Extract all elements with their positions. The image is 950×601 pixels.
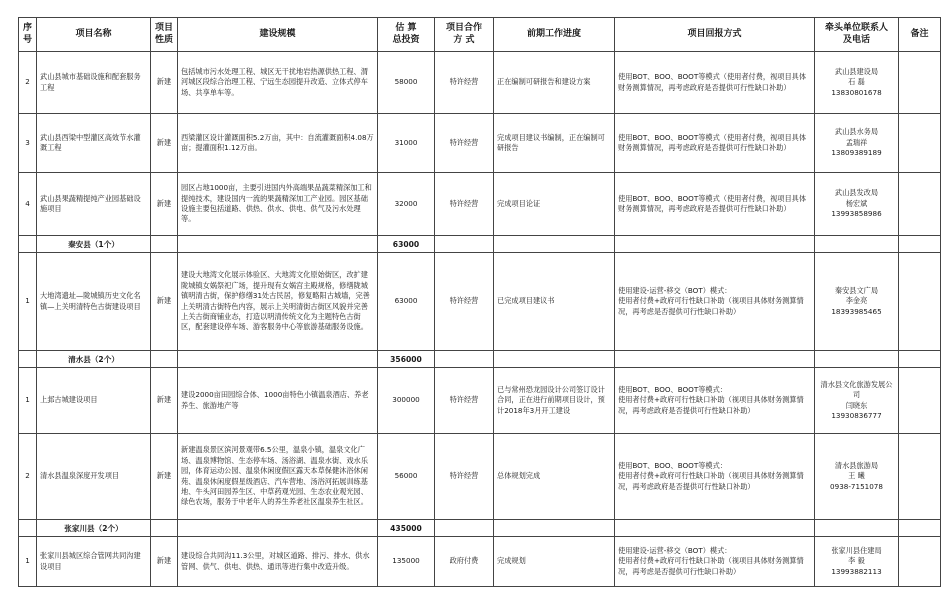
cell-mode: 政府付费 (435, 537, 494, 587)
cell-progress: 完成项目建议书编制，正在编制可研报告 (494, 114, 615, 173)
group-row-zhangjiachuan (19, 520, 941, 537)
cell-contact: 武山县建设局 石 磊 13830801678 (815, 52, 899, 114)
cell-invest: 32000 (378, 173, 435, 236)
cell-return: 使用BOT、BOO、BOOT等模式： 使用者付费+政府可行性缺口补助（视项目具体财务测算情况，再考虑政府是否提供可行性缺口补助） (615, 368, 815, 434)
col-nature-header: 项目 性质 (151, 18, 178, 52)
cell-nature: 新建 (151, 253, 178, 351)
cell-contact: 秦安县文广局 李金亮 18393985465 (815, 253, 899, 351)
cell-scale: 包括城市污水处理工程、城区无干扰地岩热源供热工程、渭河城区段综合治理工程、宁远生态园提升改造、立体式停车场、共享单车等。 (178, 52, 378, 114)
cell-scale: 西梁灌区设计灌溉面积5.2万亩，其中：自流灌溉面积4.08万亩；提灌面积1.12万亩。 (178, 114, 378, 173)
col-contact-header: 牵头单位联系人 及电话 (815, 18, 899, 52)
cell-mode (435, 236, 494, 253)
cell-seq: 1 (19, 368, 37, 434)
group-row-qinan (19, 236, 941, 253)
cell-scale: 建设综合共同沟11.3公里，对城区道路、排污、排水、供水管网、供气、供电、供热、通讯等进行集中改造升级。 (178, 537, 378, 587)
col-mode-header: 项目合作 方 式 (435, 18, 494, 52)
cell-mode: 特许经营 (435, 368, 494, 434)
cell-return (615, 351, 815, 368)
cell-note (899, 114, 941, 173)
cell-note (899, 173, 941, 236)
col-return-header: 项目回报方式 (615, 18, 815, 52)
cell-name: 上邽古城建设项目 (37, 368, 151, 434)
cell-scale (178, 351, 378, 368)
col-seq-header: 序 号 (19, 18, 37, 52)
cell-name: 张家川县城区综合管网共同沟建设项目 (37, 537, 151, 587)
cell-progress: 完成规划 (494, 537, 615, 587)
cell-seq (19, 351, 37, 368)
cell-contact: 武山县水务局 孟瑞祥 13809389189 (815, 114, 899, 173)
cell-mode: 特许经营 (435, 434, 494, 520)
cell-scale (178, 520, 378, 537)
cell-scale: 建设2000亩田园综合体、1000亩特色小镇温泉酒店、养老养生、旅游地产等 (178, 368, 378, 434)
table-row (19, 114, 941, 173)
cell-invest: 56000 (378, 434, 435, 520)
cell-contact (815, 520, 899, 537)
cell-seq: 1 (19, 253, 37, 351)
cell-nature: 新建 (151, 368, 178, 434)
group-label: 秦安县（1个） (37, 236, 151, 253)
cell-nature: 新建 (151, 173, 178, 236)
cell-note (899, 537, 941, 587)
group-label: 清水县（2个） (37, 351, 151, 368)
cell-progress: 完成项目论证 (494, 173, 615, 236)
cell-scale: 园区占地1000亩，主要引进国内外高端果品蔬菜精深加工和提纯技术，建设国内一流的果蔬精深加工产业园。园区基础设施主要包括道路、供热、供水、供电、供气及污水处理等。 (178, 173, 378, 236)
cell-note (899, 368, 941, 434)
col-scale-header: 建设规模 (178, 18, 378, 52)
cell-mode: 特许经营 (435, 253, 494, 351)
table-row (19, 173, 941, 236)
cell-nature: 新建 (151, 114, 178, 173)
cell-name: 清水县温泉深度开发项目 (37, 434, 151, 520)
cell-invest: 135000 (378, 537, 435, 587)
cell-progress (494, 236, 615, 253)
cell-seq: 1 (19, 537, 37, 587)
cell-contact (815, 236, 899, 253)
cell-nature: 新建 (151, 434, 178, 520)
project-table (18, 17, 941, 587)
col-invest-header: 估 算 总投资 (378, 18, 435, 52)
cell-seq: 3 (19, 114, 37, 173)
cell-return: 使用BOT、BOO、BOOT等模式（使用者付费，视项目具体财务测算情况，再考虑政府是否提供可行性缺口补助） (615, 114, 815, 173)
cell-nature (151, 351, 178, 368)
col-name-header: 项目名称 (37, 18, 151, 52)
col-note-header: 备注 (899, 18, 941, 52)
group-total: 435000 (378, 520, 435, 537)
cell-nature: 新建 (151, 52, 178, 114)
cell-note (899, 520, 941, 537)
cell-return (615, 236, 815, 253)
cell-return: 使用BOT、BOO、BOOT等模式（使用者付费，视项目具体财务测算情况，再考虑政府是否提供可行性缺口补助） (615, 52, 815, 114)
group-total: 63000 (378, 236, 435, 253)
cell-note (899, 52, 941, 114)
cell-invest: 63000 (378, 253, 435, 351)
cell-scale: 新建温泉景区滨河景观带6.5公里，温泉小镇，温泉文化广场、温泉博物馆、生态停车场、汤浴湖、温泉水街、戏水乐园，体育运动公园、温泉休闲度假区露天本草保健沐浴休闲苑、温泉休闲度假星级酒店、汽车营地、汤浴河拓展训练基地、牛头河田园养生区、中草药观光园、生态农业观光园、绿色农场，服务于中老年人的养生养老社区温泉养生社区。 (178, 434, 378, 520)
table-row (19, 434, 941, 520)
cell-invest: 300000 (378, 368, 435, 434)
cell-progress (494, 520, 615, 537)
cell-scale: 建设大地湾文化展示体验区、大地湾文化原始街区，改扩建陇城镇女娲祭祀广场，提升现有女娲宫主殿规格，修缮陇城镇明清古街，保护修缮31处古民居，修复略阳古城墙，完善上关明清古街特色内容，展示上关明清街古街区风貌并完善上关古街商铺业态，打造以明清传统文化为主题特色古街区，配套建设停车场、游客服务中心等旅游基础服务设施。 (178, 253, 378, 351)
cell-progress: 已与常州恐龙园设计公司签订设计合同，正在进行前期项目设计，预计2018年3月开工建设 (494, 368, 615, 434)
cell-invest: 31000 (378, 114, 435, 173)
cell-contact: 武山县发改局 杨宏斌 13993858986 (815, 173, 899, 236)
cell-note (899, 253, 941, 351)
cell-contact: 清水县旅游局 王 曦 0938-7151078 (815, 434, 899, 520)
cell-seq (19, 520, 37, 537)
cell-contact (815, 351, 899, 368)
cell-mode: 特许经营 (435, 114, 494, 173)
cell-mode: 特许经营 (435, 52, 494, 114)
table-row (19, 368, 941, 434)
cell-nature (151, 520, 178, 537)
cell-mode: 特许经营 (435, 173, 494, 236)
cell-nature (151, 236, 178, 253)
cell-name: 武山县果蔬精提纯产业园基础设施项目 (37, 173, 151, 236)
group-total: 356000 (378, 351, 435, 368)
cell-return: 使用建设-运营-移交（BOT）模式： 使用者付费+政府可行性缺口补助（视项目具体财务测算情况，再考虑是否提供可行性缺口补助） (615, 537, 815, 587)
cell-name: 大地湾遗址—陇城镇历史文化名镇—上关明清特色古街建设项目 (37, 253, 151, 351)
cell-seq: 4 (19, 173, 37, 236)
cell-invest: 58000 (378, 52, 435, 114)
cell-scale (178, 236, 378, 253)
table-row (19, 52, 941, 114)
cell-seq (19, 236, 37, 253)
cell-progress (494, 351, 615, 368)
cell-name: 武山县西梁中型灌区高效节水灌溉工程 (37, 114, 151, 173)
cell-return (615, 520, 815, 537)
cell-note (899, 351, 941, 368)
cell-progress: 已完成项目建议书 (494, 253, 615, 351)
cell-seq: 2 (19, 52, 37, 114)
cell-contact: 张家川县住建局 李 毅 13993882113 (815, 537, 899, 587)
cell-seq: 2 (19, 434, 37, 520)
cell-mode (435, 351, 494, 368)
group-label: 张家川县（2个） (37, 520, 151, 537)
group-row-qingshui (19, 351, 941, 368)
cell-name: 武山县城市基础设施和配套服务工程 (37, 52, 151, 114)
cell-return: 使用建设-运营-移交（BOT）模式： 使用者付费+政府可行性缺口补助（视项目具体财务测算情况，再考虑是否提供可行性缺口补助） (615, 253, 815, 351)
col-progress-header: 前期工作进度 (494, 18, 615, 52)
cell-nature: 新建 (151, 537, 178, 587)
table-row (19, 537, 941, 587)
cell-return: 使用BOT、BOO、BOOT等模式： 使用者付费+政府可行性缺口补助（视项目具体财务测算情况，再考虑政府是否提供可行性缺口补助） (615, 434, 815, 520)
header-row (19, 18, 941, 52)
cell-return: 使用BOT、BOO、BOOT等模式（使用者付费，视项目具体财务测算情况，再考虑政府是否提供可行性缺口补助） (615, 173, 815, 236)
table-row (19, 253, 941, 351)
cell-progress: 正在编制可研报告和建设方案 (494, 52, 615, 114)
cell-contact: 清水县文化旅游发展公司 闫晓东 13930836777 (815, 368, 899, 434)
cell-mode (435, 520, 494, 537)
cell-note (899, 434, 941, 520)
cell-note (899, 236, 941, 253)
cell-progress: 总体规划完成 (494, 434, 615, 520)
